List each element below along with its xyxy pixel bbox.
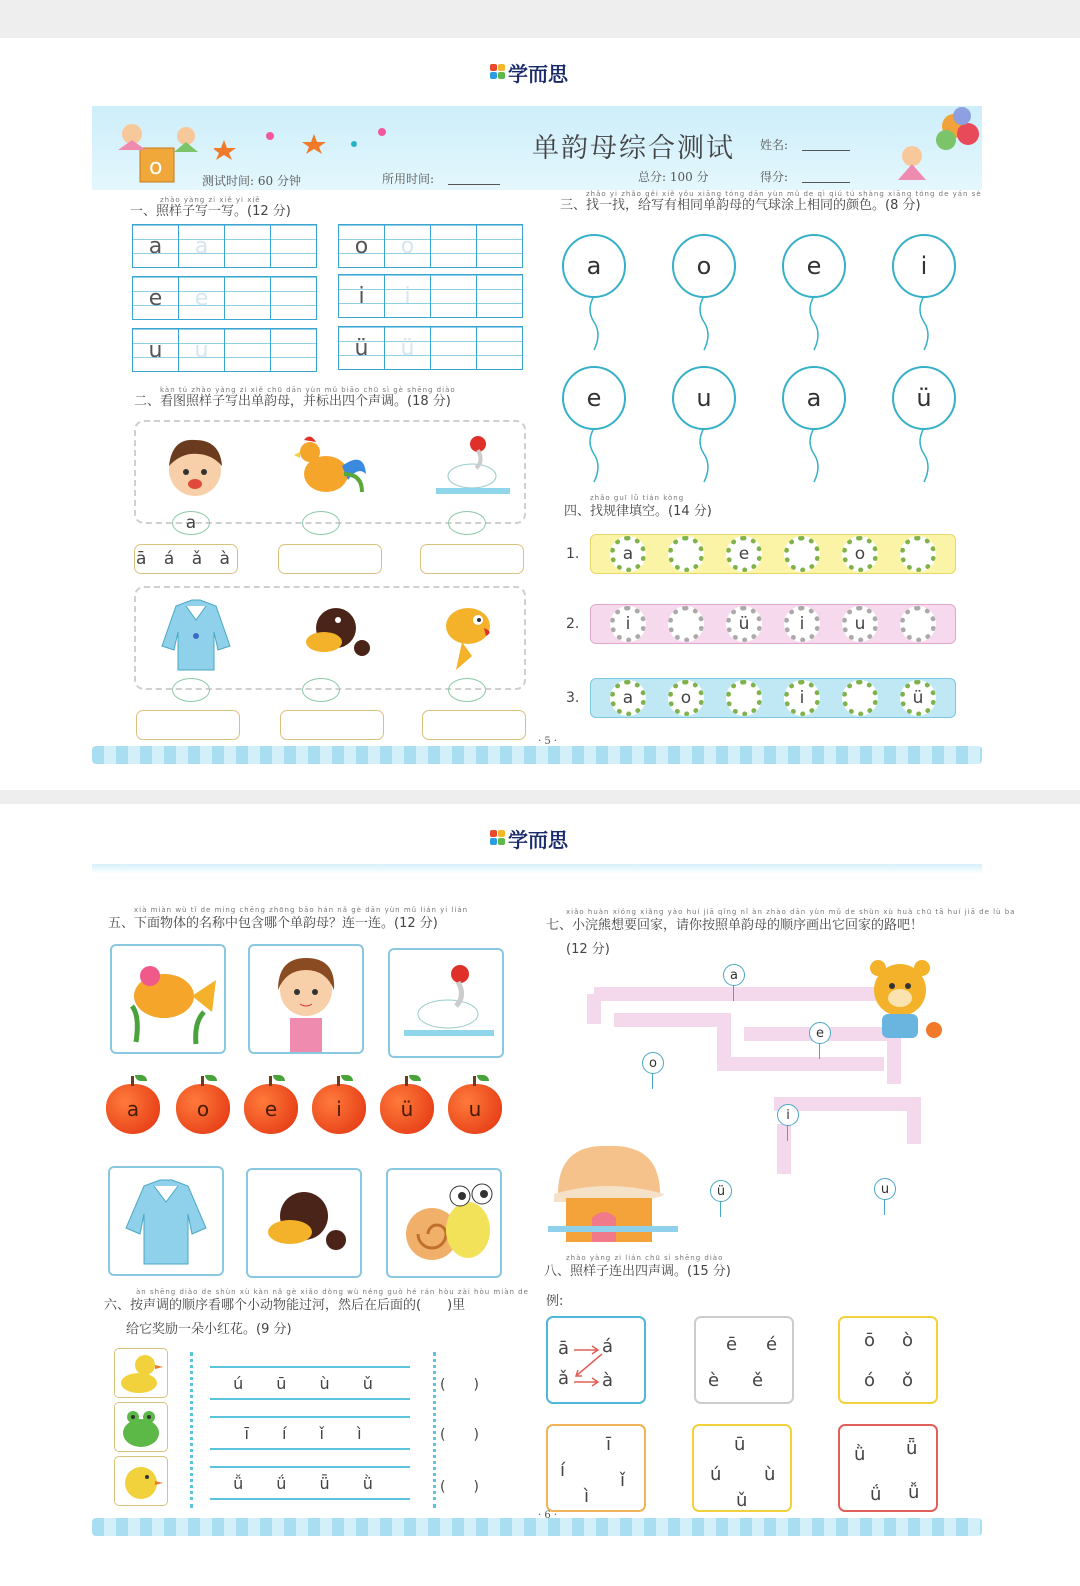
maze-pin-e[interactable]: e	[809, 1022, 831, 1044]
tone-mark[interactable]: ǚ	[908, 1482, 920, 1503]
writing-grid-4	[338, 274, 523, 318]
flower-slot[interactable]: i	[784, 606, 820, 642]
worksheet-page-5	[0, 38, 1080, 790]
total-score-label: 总分: 100 分	[638, 170, 709, 184]
balloon[interactable]: i	[892, 234, 956, 298]
section1-title: 一、照样子写一写。(12 分)	[130, 204, 291, 219]
page-number: · 6 ·	[538, 1510, 558, 1521]
answer-oval-5[interactable]	[302, 678, 340, 702]
balloon-string	[694, 296, 714, 352]
reward-paren-3[interactable]: ( )	[440, 1479, 479, 1495]
tone-mark[interactable]: ā	[558, 1338, 570, 1359]
maze-pin-i[interactable]: i	[777, 1104, 799, 1126]
tone-mark[interactable]: è	[708, 1370, 720, 1391]
tone-box-4[interactable]	[136, 710, 240, 740]
fish-picture-box[interactable]	[110, 944, 226, 1054]
used-time-label: 所用时间:	[382, 172, 435, 186]
section6-title-line2: 给它奖励一朵小红花。(9 分)	[126, 1322, 292, 1337]
answer-oval-2[interactable]	[302, 511, 340, 535]
jacket-picture-box[interactable]	[108, 1166, 224, 1276]
writing-grid-3	[132, 276, 317, 320]
snail-picture-box[interactable]	[386, 1168, 502, 1278]
tone-box[interactable]	[692, 1424, 792, 1512]
tone-mark[interactable]: ǔ	[736, 1490, 748, 1511]
section4-title: 四、找规律填空。(14 分)	[564, 504, 712, 519]
tone-example-box[interactable]	[546, 1316, 646, 1404]
rooster-picture	[292, 430, 372, 504]
grid-write-cell[interactable]	[271, 225, 316, 267]
title-banner	[92, 106, 982, 190]
balloon[interactable]: ü	[892, 366, 956, 430]
grid-letter: u	[179, 329, 225, 371]
answer-oval-example: a	[172, 511, 210, 535]
flower-slot[interactable]: a	[610, 536, 646, 572]
balloon-string	[694, 428, 714, 484]
apple[interactable]: o	[176, 1084, 230, 1134]
row-number: 1.	[566, 546, 580, 562]
section2-pinyin-hint: kàn tú zhào yàng zi xiě chū dān yùn mǔ biāo chū sì gè shēng diào	[160, 386, 456, 394]
tone-mark[interactable]: ē	[726, 1334, 738, 1355]
tone-box-example: ā á ǎ à	[134, 544, 238, 574]
apple[interactable]: ü	[380, 1084, 434, 1134]
grid-write-cell[interactable]	[271, 329, 316, 371]
jacket-picture	[110, 1168, 222, 1274]
reward-paren-2[interactable]: ( )	[440, 1427, 479, 1443]
writing-grid-6	[338, 326, 523, 370]
tone-mark[interactable]: í	[560, 1460, 566, 1481]
flower-slot[interactable]: ü	[726, 606, 762, 642]
fairy-balloons-illustration	[872, 106, 982, 190]
section8-title: 八、照样子连出四声调。(15 分)	[544, 1264, 731, 1279]
duck-toy-picture-box[interactable]	[246, 1168, 362, 1278]
goose-on-water-picture	[390, 950, 502, 1056]
balloon-string	[914, 296, 934, 352]
tone-mark[interactable]: ō	[864, 1330, 876, 1351]
goose-picture-box[interactable]	[388, 948, 504, 1058]
score-blank[interactable]	[802, 182, 850, 183]
picture-row-1	[134, 420, 526, 524]
apple[interactable]: u	[448, 1084, 502, 1134]
duckling-box[interactable]	[114, 1348, 168, 1398]
section5-title: 五、下面物体的名称中包含哪个单韵母？连一连。(12 分)	[108, 916, 438, 931]
balloon[interactable]: a	[562, 234, 626, 298]
answer-oval-3[interactable]	[448, 511, 486, 535]
river-lane-3: ǚ ǘ ǖ ǜ	[210, 1466, 410, 1500]
goose-on-water-picture	[432, 432, 512, 502]
reward-paren-1[interactable]: ( )	[440, 1377, 479, 1393]
stars-decoration	[214, 120, 394, 160]
flower-slot[interactable]	[726, 680, 762, 716]
flower-strip-2	[590, 604, 956, 644]
section8-pinyin-hint: zhào yàng zi lián chū sì shēng diào	[566, 1254, 724, 1262]
writing-grid-1	[132, 224, 317, 268]
balloon-string	[804, 296, 824, 352]
chick-picture	[115, 1457, 167, 1505]
section7-title: 七、小浣熊想要回家，请你按照单韵母的顺序画出它回家的路吧！	[546, 918, 924, 933]
worksheet-title: 单韵母综合测试	[532, 133, 735, 164]
grid-letter: o	[385, 225, 431, 267]
maze-pin-u[interactable]: u	[874, 1178, 896, 1200]
flower-strip-3	[590, 678, 956, 718]
section7-pinyin-hint: xiǎo huàn xióng xiǎng yào huí jiā qǐng nǐ àn zhào dān yùn mǔ de shùn xù huà chū tā huí jiā de lù ba	[566, 908, 1016, 916]
grid-write-cell[interactable]	[225, 329, 271, 371]
balloon-string	[914, 428, 934, 484]
grid-letter: o	[339, 225, 385, 267]
balloon-string	[584, 296, 604, 352]
grid-letter: a	[179, 225, 225, 267]
girl-picture	[250, 946, 362, 1052]
tone-mark[interactable]: ī	[606, 1434, 612, 1455]
tone-mark[interactable]: à	[602, 1370, 614, 1391]
flower-slot[interactable]	[900, 536, 936, 572]
name-label: 姓名:	[760, 138, 789, 152]
svg-text:o: o	[149, 155, 163, 180]
maze-pin-a[interactable]: a	[723, 964, 745, 986]
jacket-picture	[156, 596, 236, 676]
grid-letter: ü	[385, 327, 431, 369]
flower-slot[interactable]: i	[784, 680, 820, 716]
balloon[interactable]: a	[782, 366, 846, 430]
flower-slot[interactable]	[842, 680, 878, 716]
brand-logo: 学而思	[490, 58, 568, 87]
bottom-wave-border	[92, 746, 982, 764]
grid-write-cell[interactable]	[431, 327, 477, 369]
brand-logo-icon	[490, 830, 506, 850]
tone-mark[interactable]: ì	[584, 1486, 590, 1507]
balloon[interactable]: e	[562, 366, 626, 430]
grid-letter: i	[339, 275, 385, 317]
grid-write-cell[interactable]	[431, 225, 477, 267]
grid-write-cell[interactable]	[225, 277, 271, 319]
grid-letter: ü	[339, 327, 385, 369]
brand-logo-icon	[490, 64, 506, 84]
frog-box[interactable]	[114, 1402, 168, 1452]
row-number: 3.	[566, 690, 580, 706]
grid-letter: e	[133, 277, 179, 319]
balloon-string	[804, 428, 824, 484]
tone-box-6[interactable]	[422, 710, 526, 740]
section7-score: (12 分)	[566, 942, 610, 957]
used-time-blank[interactable]	[448, 184, 500, 185]
tone-box[interactable]	[838, 1424, 938, 1512]
bottom-wave-border	[92, 1518, 982, 1536]
grid-letter: u	[133, 329, 179, 371]
tone-mark[interactable]: ù	[764, 1464, 776, 1485]
flower-slot[interactable]: e	[726, 536, 762, 572]
boy-head-picture	[160, 432, 230, 502]
tone-mark[interactable]: ú	[710, 1464, 722, 1485]
writing-grid-2	[338, 224, 523, 268]
grid-write-cell[interactable]	[431, 275, 477, 317]
answer-oval-6[interactable]	[448, 678, 486, 702]
tone-box[interactable]	[546, 1424, 646, 1512]
grid-write-cell[interactable]	[477, 225, 522, 267]
duck-toy-picture	[296, 596, 376, 676]
frog-picture	[115, 1403, 167, 1451]
tone-box-3[interactable]	[420, 544, 524, 574]
tone-mark[interactable]: ò	[902, 1330, 914, 1351]
maze-pin-v[interactable]: ü	[710, 1180, 732, 1202]
section3-pinyin-hint: zhǎo yi zhǎo gěi xiě yǒu xiāng tóng dān yùn mǔ de qì qiú tú shàng xiāng tóng de yán sè	[586, 190, 982, 198]
picture-row-2	[134, 586, 526, 690]
grid-letter: i	[385, 275, 431, 317]
balloon[interactable]: u	[672, 366, 736, 430]
score-label: 得分:	[760, 170, 789, 184]
name-blank[interactable]	[802, 150, 850, 151]
apple[interactable]: e	[244, 1084, 298, 1134]
tone-box[interactable]	[694, 1316, 794, 1404]
fish-picture	[112, 946, 224, 1052]
tone-mark[interactable]: ū	[734, 1434, 746, 1455]
tone-mark[interactable]: ǎ	[558, 1368, 570, 1389]
balloon-string	[584, 428, 604, 484]
tone-box-2[interactable]	[278, 544, 382, 574]
duck-toy-picture	[248, 1170, 360, 1276]
tone-mark[interactable]: ǐ	[620, 1470, 626, 1491]
brand-logo: 学而思	[490, 824, 568, 853]
grid-letter: e	[179, 277, 225, 319]
balloon[interactable]: o	[672, 234, 736, 298]
girl-picture-box[interactable]	[248, 944, 364, 1054]
top-band	[92, 864, 982, 874]
flower-slot[interactable]	[900, 606, 936, 642]
grid-write-cell[interactable]	[477, 327, 522, 369]
apple[interactable]: i	[312, 1084, 366, 1134]
tone-mark[interactable]: ó	[864, 1370, 876, 1391]
flower-slot[interactable]	[668, 536, 704, 572]
maze-pin-o[interactable]: o	[642, 1052, 664, 1074]
fairy-block-illustration	[104, 112, 204, 190]
chick-box[interactable]	[114, 1456, 168, 1506]
flower-slot[interactable]: ü	[900, 680, 936, 716]
house-illustration	[548, 1134, 678, 1246]
snail-picture	[388, 1170, 500, 1276]
section3-title: 三、找一找，给写有相同单韵母的气球涂上相同的颜色。(8 分)	[560, 198, 921, 213]
flower-slot[interactable]: o	[668, 680, 704, 716]
section4-pinyin-hint: zhǎo guī lǜ tián kòng	[590, 494, 685, 502]
flower-slot[interactable]	[668, 606, 704, 642]
duckling-picture	[115, 1349, 167, 1397]
row-number: 2.	[566, 616, 580, 632]
balloon[interactable]: e	[782, 234, 846, 298]
example-label: 例:	[546, 1294, 564, 1309]
test-time-label: 测试时间: 60 分钟	[202, 174, 301, 188]
worksheet-page-6	[0, 804, 1080, 1586]
tone-mark[interactable]: ǒ	[902, 1370, 914, 1391]
flower-slot[interactable]: a	[610, 680, 646, 716]
section6-pinyin-hint: àn shēng diào de shùn xù kàn nǎ gè xiǎo dòng wù néng guò hé rán hòu zài hòu miàn de	[136, 1288, 529, 1296]
fish-picture	[438, 596, 508, 676]
river-lane-2: ī í ǐ ì	[210, 1416, 410, 1450]
section5-pinyin-hint: xià miàn wù tǐ de míng chēng zhōng bāo hán nǎ gè dān yùn mǔ lián yi lián	[134, 906, 469, 914]
grid-write-cell[interactable]	[477, 275, 522, 317]
raccoon-illustration	[860, 954, 944, 1046]
flower-slot[interactable]	[784, 536, 820, 572]
answer-oval-4[interactable]	[172, 678, 210, 702]
flower-slot[interactable]: u	[842, 606, 878, 642]
writing-grid-5	[132, 328, 317, 372]
tone-mark[interactable]: á	[602, 1336, 614, 1357]
page-number: · 5 ·	[538, 736, 558, 747]
flower-strip-1	[590, 534, 956, 574]
flower-slot[interactable]: o	[842, 536, 878, 572]
tone-mark[interactable]: ě	[752, 1370, 764, 1391]
example-connection-arrows	[548, 1318, 644, 1402]
apple[interactable]: a	[106, 1084, 160, 1134]
section6-title-line1: 六、按声调的顺序看哪个小动物能过河，然后在后面的( )里	[104, 1298, 466, 1313]
river-lane-1: ú ū ù ǔ	[210, 1366, 410, 1400]
grid-letter: a	[133, 225, 179, 267]
tone-box[interactable]	[838, 1316, 938, 1404]
tone-mark[interactable]: ǖ	[906, 1438, 918, 1459]
flower-slot[interactable]: i	[610, 606, 646, 642]
grid-write-cell[interactable]	[271, 277, 316, 319]
tone-box-5[interactable]	[280, 710, 384, 740]
section2-title: 二、看图照样子写出单韵母，并标出四个声调。(18 分)	[134, 394, 451, 409]
tone-mark[interactable]: é	[766, 1334, 778, 1355]
tone-mark[interactable]: ǘ	[870, 1484, 882, 1505]
section1-pinyin-hint: zhào yàng zi xiě yi xiě	[160, 196, 261, 204]
tone-mark[interactable]: ǜ	[854, 1444, 866, 1465]
grid-write-cell[interactable]	[225, 225, 271, 267]
